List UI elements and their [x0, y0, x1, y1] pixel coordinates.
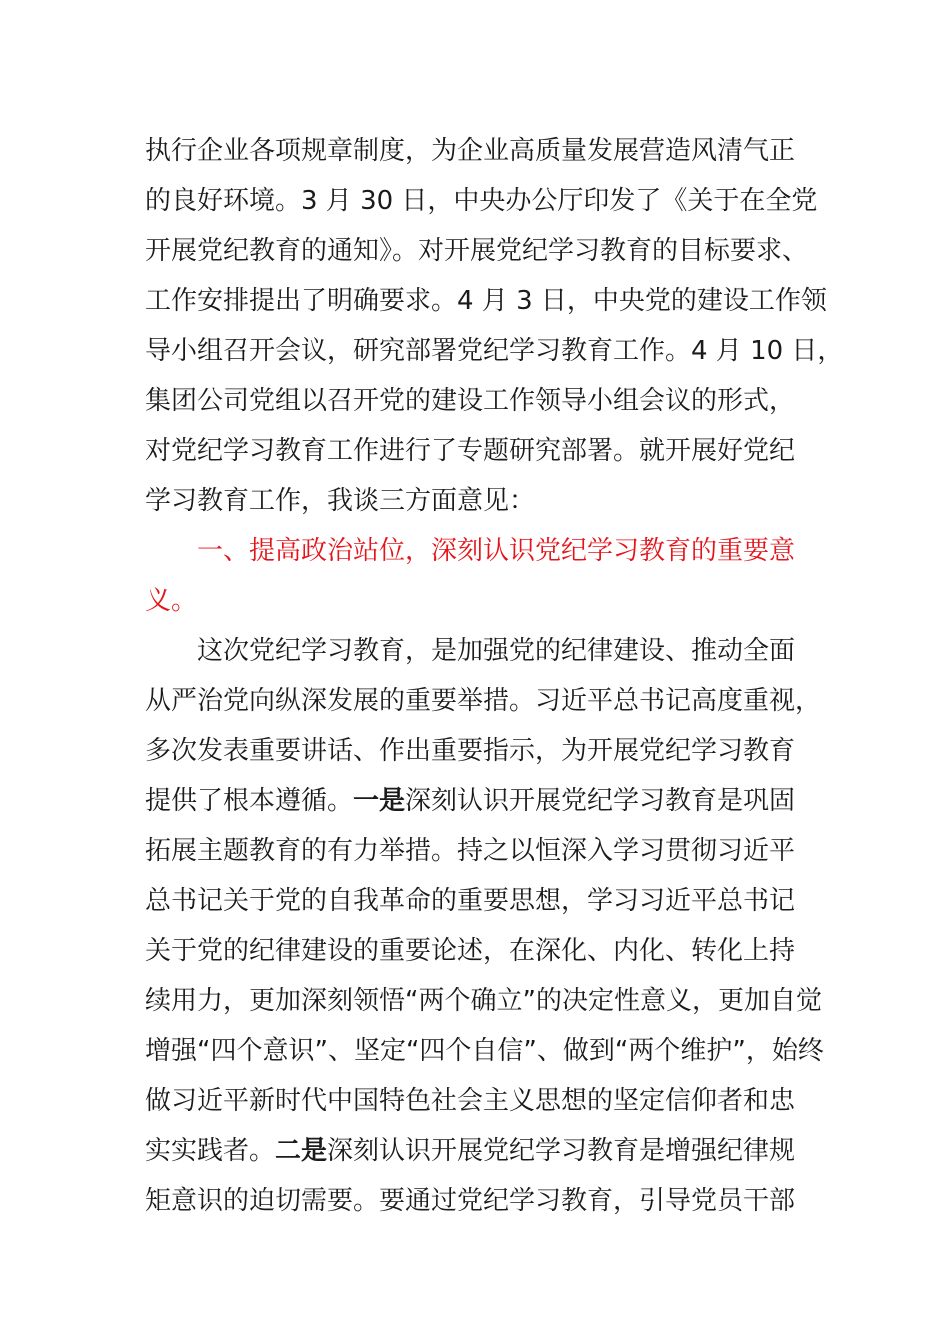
text-line: 集团公司党组以召开党的建设工作领导小组会议的形式，	[145, 386, 796, 416]
section-heading-line: 义。	[145, 586, 198, 616]
text-line: 学习教育工作，我谈三方面意见：	[145, 486, 536, 516]
text-line: 做习近平新时代中国特色社会主义思想的坚定信仰者和忠	[145, 1086, 796, 1116]
text-line: 工作安排提出了明确要求。4 月 3 日，中央党的建设工作领	[145, 286, 827, 316]
section-heading-line: 一、提高政治站位，深刻认识党纪学习教育的重要意	[197, 536, 796, 566]
text-line: 矩意识的迫切需要。要通过党纪学习教育，引导党员干部	[145, 1186, 796, 1216]
text-line: 开展党纪教育的通知》。对开展党纪学习教育的目标要求、	[145, 236, 809, 266]
text-run: 深刻认识开展党纪学习教育是巩固	[405, 786, 796, 816]
text-line: 关于党的纪律建设的重要论述，在深化、内化、转化上持	[145, 936, 796, 966]
text-line: 续用力，更加深刻领悟“两个确立”的决定性意义，更加自觉	[145, 986, 822, 1016]
text-line	[145, 1126, 825, 1176]
bold-marker: 二是	[275, 1136, 328, 1166]
document-body	[145, 126, 844, 1226]
text-line	[145, 776, 825, 826]
text-line: 的良好环境。3 月 30 日，中央办公厅印发了《关于在全党	[145, 186, 818, 216]
text-run: 实实践者。	[145, 1136, 276, 1166]
text-line: 拓展主题教育的有力举措。持之以恒深入学习贯彻习近平	[145, 836, 796, 866]
text-run: 深刻认识开展党纪学习教育是增强纪律规	[327, 1136, 796, 1166]
text-line: 从严治党向纵深发展的重要举措。习近平总书记高度重视，	[145, 686, 822, 716]
text-line: 这次党纪学习教育，是加强党的纪律建设、推动全面	[197, 636, 796, 666]
text-line: 执行企业各项规章制度，为企业高质量发展营造风清气正	[145, 136, 796, 166]
text-line: 对党纪学习教育工作进行了专题研究部署。就开展好党纪	[145, 436, 796, 466]
text-run: 提供了根本遵循。	[145, 786, 354, 816]
text-line: 多次发表重要讲话、作出重要指示，为开展党纪学习教育	[145, 736, 796, 766]
bold-marker: 一是	[353, 786, 406, 816]
text-line: 增强“四个意识”、坚定“四个自信”、做到“两个维护”，始终	[145, 1036, 824, 1066]
text-line: 总书记关于党的自我革命的重要思想，学习习近平总书记	[145, 886, 796, 916]
text-line: 导小组召开会议，研究部署党纪学习教育工作。4 月 10 日，	[145, 336, 844, 366]
